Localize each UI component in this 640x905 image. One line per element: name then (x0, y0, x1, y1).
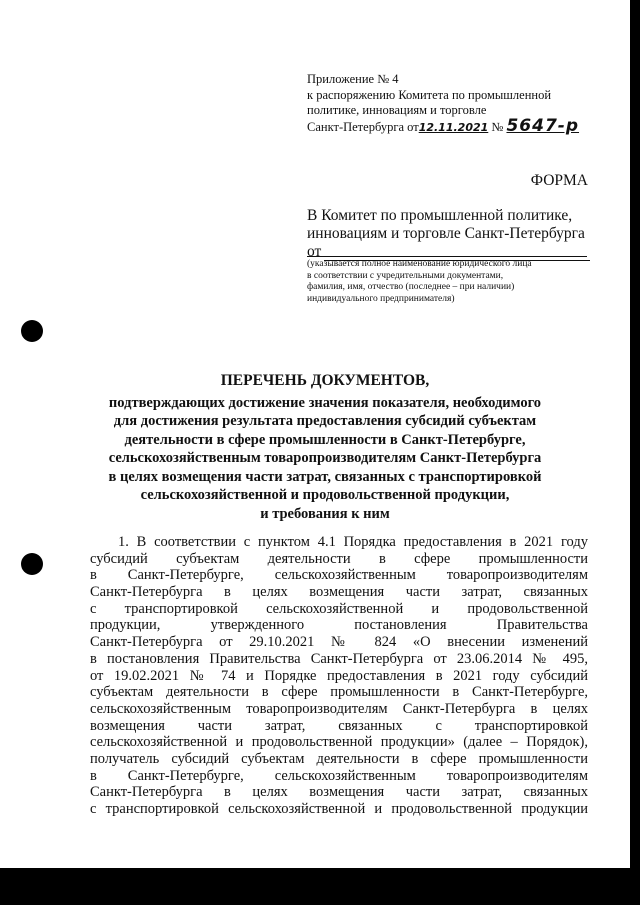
body-line: получатель субсидий субъектам деятельности в сфере промышленности (90, 750, 588, 767)
appendix-header (307, 72, 607, 135)
body-line: в постановления Правительства Санкт-Петербурга от 23.06.2014 № 495, (90, 650, 588, 667)
appendix-city: Санкт-Петербурга от (307, 119, 419, 134)
body-line: Санкт-Петербурга от 29.10.2021 № 824 «О внесении изменений (90, 634, 588, 651)
handwritten-number: 5647-р (506, 115, 580, 136)
title-line: подтверждающих достижение значения показателя, необходимого (108, 394, 542, 411)
body-line: возмещения части затрат, связанных с транспортировкой (90, 717, 588, 734)
form-label: ФОРМА (530, 172, 588, 189)
body-line: в Санкт-Петербурге, сельскохозяйственным товаропроизводителям (90, 567, 588, 584)
punch-hole (21, 553, 43, 575)
appendix-number: Приложение № 4 (307, 72, 399, 86)
body-line: в Санкт-Петербурге, сельскохозяйственным товаропроизводителям (90, 767, 588, 784)
body-line: Санкт-Петербурга в целях возмещения части затрат, связанных (90, 584, 588, 601)
body-line: сельскохозяйственной и продовольственной продукции» (далее – Порядок), (90, 734, 588, 751)
appendix-date-line (307, 115, 607, 136)
addressee-line: инновациям и торговле Санкт-Петербурга (307, 225, 585, 242)
body-paragraph (90, 534, 588, 818)
title-heading: ПЕРЕЧЕНЬ ДОКУМЕНТОВ, (220, 372, 430, 389)
punch-hole (21, 320, 43, 342)
body-line: субъектам деятельности в сфере промышленности в Санкт-Петербурге, (90, 684, 588, 701)
note-line: (указывается полное наименование юридического лица (307, 259, 532, 269)
body-line: с транспортировкой сельскохозяйственной и продовольственной продукции (90, 801, 588, 817)
note-line: в соответствии с учредительными документами, (307, 270, 504, 281)
title-line: для достижения результата предоставления субсидий субъектам (113, 413, 537, 429)
document-title (95, 372, 555, 523)
appendix-line: к распоряжению Комитета по промышленной (307, 87, 552, 102)
body-line: сельскохозяйственным товаропроизводителям Санкт-Петербурга в целях (90, 700, 588, 717)
handwritten-date: 12.11.2021 (418, 120, 489, 134)
title-line: и требования к ним (260, 505, 390, 522)
addressee-line: В Комитет по промышленной политике, (307, 207, 573, 224)
body-line: 1. В соответствии с пунктом 4.1 Порядка предоставления в 2021 году (118, 534, 588, 550)
note-line: индивидуального предпринимателя) (307, 293, 455, 304)
number-label: № (491, 119, 504, 134)
title-line: сельскохозяйственной и продовольственной продукции, (140, 487, 510, 503)
body-line: от 19.02.2021 № 74 и Порядке предоставления в 2021 году субсидий (90, 667, 588, 684)
appendix-line: политике, инновациям и торговле (307, 103, 487, 117)
body-line: Санкт-Петербурга в целях возмещения части затрат, связанных (90, 784, 588, 801)
title-line: деятельности в сфере промышленности в Санкт-Петербурге, (124, 431, 526, 448)
body-line: продукции, утвержденного постановления Правительства (90, 617, 588, 634)
from-label: от (307, 243, 322, 260)
body-line: с транспортировкой сельскохозяйственной и продовольственной (90, 600, 588, 617)
title-line: сельскохозяйственным товаропроизводителям Санкт-Петербурга (108, 450, 542, 466)
applicant-note (307, 256, 587, 305)
addressee-block (307, 207, 590, 261)
body-line: субсидий субъектам деятельности в сфере промышленности (90, 550, 588, 567)
note-line: фамилия, имя, отчество (последнее – при наличии) (307, 282, 515, 292)
title-line: в целях возмещения части затрат, связанных с транспортировкой (108, 468, 542, 485)
